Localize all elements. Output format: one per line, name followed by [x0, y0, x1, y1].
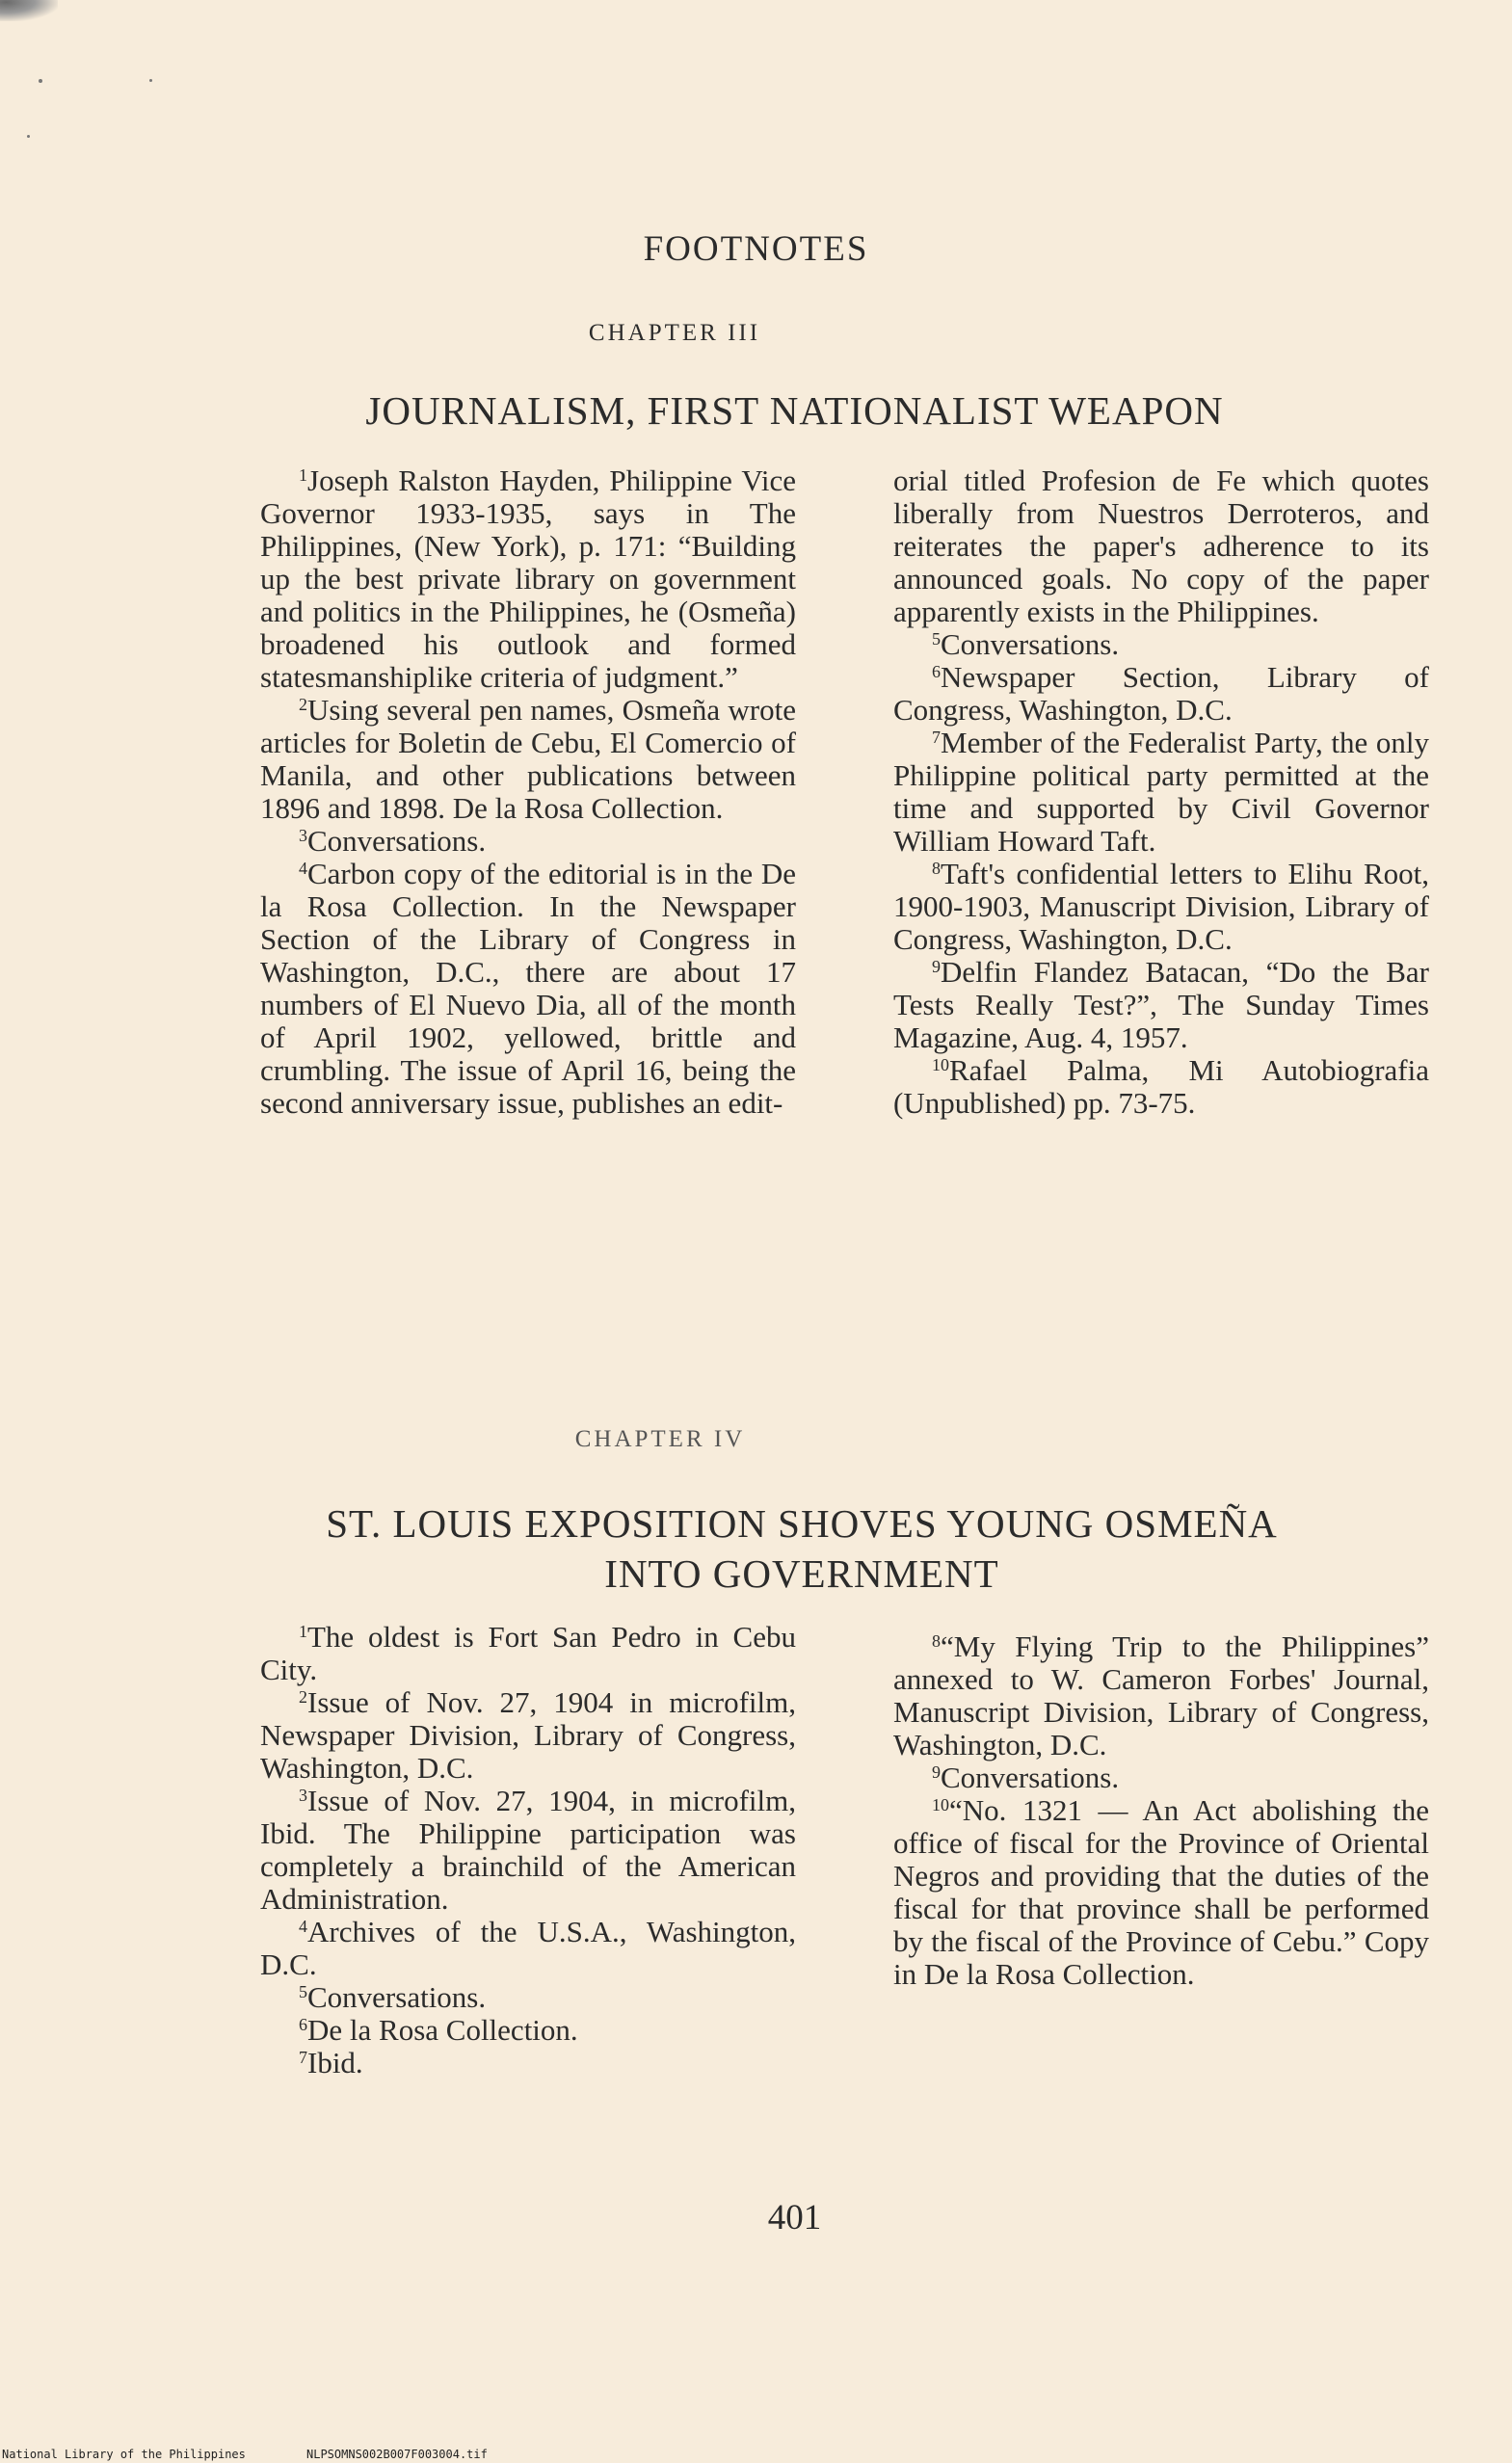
footnote — [260, 825, 796, 858]
speck — [27, 135, 30, 138]
footnote — [893, 661, 1429, 727]
footnote-text: Newspaper Section, Library of Congress, Washington, D.C. — [893, 660, 1429, 727]
footer-left-text: National Library of the Philippines — [2, 2448, 246, 2461]
footnote-text: “No. 1321 — An Act abolishing the office of fiscal for the Province of Oriental Negros and providing that the duties of the fiscal for that province shall be performed by the fiscal of the Province of Cebu.” Copy in De la Rosa Collection. — [893, 1793, 1429, 1991]
footnote-number: 3 — [299, 826, 307, 845]
footnote-text: Conversations. — [941, 627, 1120, 661]
footnote-text: Conversations. — [941, 1761, 1120, 1794]
chapter-3-title: JOURNALISM, FIRST NATIONALIST WEAPON — [365, 388, 1224, 433]
chapter-3-column-left — [260, 464, 796, 1120]
footnote-number: 5 — [932, 629, 941, 649]
chapter-4-column-right — [893, 1630, 1429, 1991]
footnote — [893, 956, 1429, 1054]
footnote — [893, 1054, 1429, 1120]
footnote-number: 8 — [932, 1631, 941, 1651]
footnote-text: The oldest is Fort San Pedro in Cebu City. — [260, 1620, 796, 1686]
footnote-text: De la Rosa Collection. — [307, 2013, 578, 2047]
chapter-4-title — [0, 1498, 1512, 1599]
footnote-text: Issue of Nov. 27, 1904, in microfilm, Ibid. The Philippine participation was completely a brainchild of the American Administration. — [260, 1784, 796, 1916]
footnote — [260, 1981, 796, 2014]
footnote-text: Conversations. — [307, 824, 487, 858]
chapter-3-label: CHAPTER III — [588, 320, 761, 346]
chapter-4-title-line-2: INTO GOVERNMENT — [604, 1551, 999, 1596]
footnote-number: 7 — [299, 2048, 307, 2067]
footnote-text: Issue of Nov. 27, 1904 in microfilm, Newspaper Division, Library of Congress, Washington, D.C. — [260, 1685, 796, 1785]
footnote — [260, 1686, 796, 1785]
footnote — [260, 464, 796, 694]
footnote-number: 2 — [299, 695, 307, 714]
footnote — [893, 727, 1429, 858]
footnote-number: 4 — [299, 1917, 307, 1936]
footnote-text: Joseph Ralston Hayden, Philippine Vice Governor 1933-1935, says in The Philippines, (New York), p. 171: “Building up the best private library on government and politics in the Philippines, he (Osmeña) broadened his outlook and formed statesmanshiplike criteria of judgment.” — [260, 463, 796, 694]
footnotes-heading: FOOTNOTES — [643, 229, 869, 269]
footnote-text: orial titled Profesion de Fe which quotes liberally from Nuestros Derroteros, and reiterates the paper's adherence to its announced goals. No copy of the paper apparently exists in the Philippines. — [893, 463, 1429, 628]
corner-stain — [0, 0, 58, 21]
footnote-number: 3 — [299, 1786, 307, 1805]
footnote-text: Taft's confidential letters to Elihu Root, 1900-1903, Manuscript Division, Library of Congress, Washington, D.C. — [893, 857, 1429, 956]
footnote-text: Delfin Flandez Batacan, “Do the Bar Tests Really Test?”, The Sunday Times Magazine, Aug. 4, 1957. — [893, 955, 1429, 1054]
footnote-number: 10 — [932, 1055, 949, 1074]
footnote-number: 4 — [299, 859, 307, 878]
page-number: 401 — [767, 2198, 822, 2238]
footnote — [893, 1761, 1429, 1794]
footnote-text: Ibid. — [307, 2046, 363, 2079]
footnote — [260, 2014, 796, 2047]
footnote-text: Member of the Federalist Party, the only Philippine political party permitted at the time and supported by Civil Governor William Howard Taft. — [893, 726, 1429, 858]
footnote-number: 9 — [932, 957, 941, 976]
footnote — [260, 1621, 796, 1686]
footnote-text: “My Flying Trip to the Philippines” annexed to W. Cameron Forbes' Journal, Manuscript Division, Library of Congress, Washington, D.C. — [893, 1629, 1429, 1761]
footnote-text: Rafael Palma, Mi Autobiografia (Unpublished) pp. 73-75. — [893, 1053, 1429, 1120]
footnote-number: 1 — [299, 465, 307, 485]
footer-right-text: NLPSOMNS002B007F003004.tif — [306, 2448, 488, 2461]
chapter-3-column-right — [893, 464, 1429, 1120]
footnote — [260, 858, 796, 1120]
chapter-4-title-line-1: ST. LOUIS EXPOSITION SHOVES YOUNG OSMEÑA — [326, 1501, 1278, 1546]
footnote-number: 8 — [932, 859, 941, 878]
chapter-4-column-left — [260, 1621, 796, 2079]
chapter-4-label: CHAPTER IV — [574, 1426, 746, 1452]
footnote-number: 7 — [932, 728, 941, 747]
footnote-number: 1 — [299, 1622, 307, 1641]
footnote-number: 6 — [299, 2015, 307, 2034]
speck — [39, 79, 42, 83]
footnote-text: Conversations. — [307, 1980, 487, 2014]
footnote — [893, 1630, 1429, 1761]
footnote-number: 9 — [932, 1762, 941, 1782]
footnote — [893, 628, 1429, 661]
footnote-text: Using several pen names, Osmeña wrote articles for Boletin de Cebu, El Comercio of Manila, and other publications between 1896 and 1898. De la Rosa Collection. — [260, 693, 796, 825]
footnote-text: Carbon copy of the editorial is in the De la Rosa Collection. In the Newspaper Section of the Library of Congress in Washington, D.C., there are about 17 numbers of El Nuevo Dia, all of the month of April 1902, yellowed, brittle and crumbling. The issue of April 16, being the second anniversary issue, publishes an edit- — [260, 857, 796, 1120]
footnote — [260, 1916, 796, 1981]
footnote — [260, 1785, 796, 1916]
footnote-number: 6 — [932, 662, 941, 681]
footnote — [260, 694, 796, 825]
footnote — [893, 858, 1429, 956]
footnote-continuation — [893, 464, 1429, 628]
footnote — [260, 2047, 796, 2079]
footnote-number: 2 — [299, 1687, 307, 1707]
footnote — [893, 1794, 1429, 1991]
footnote-number: 10 — [932, 1795, 949, 1814]
speck — [149, 79, 152, 82]
footnote-number: 5 — [299, 1982, 307, 2001]
footnote-text: Archives of the U.S.A., Washington, D.C. — [260, 1915, 796, 1981]
